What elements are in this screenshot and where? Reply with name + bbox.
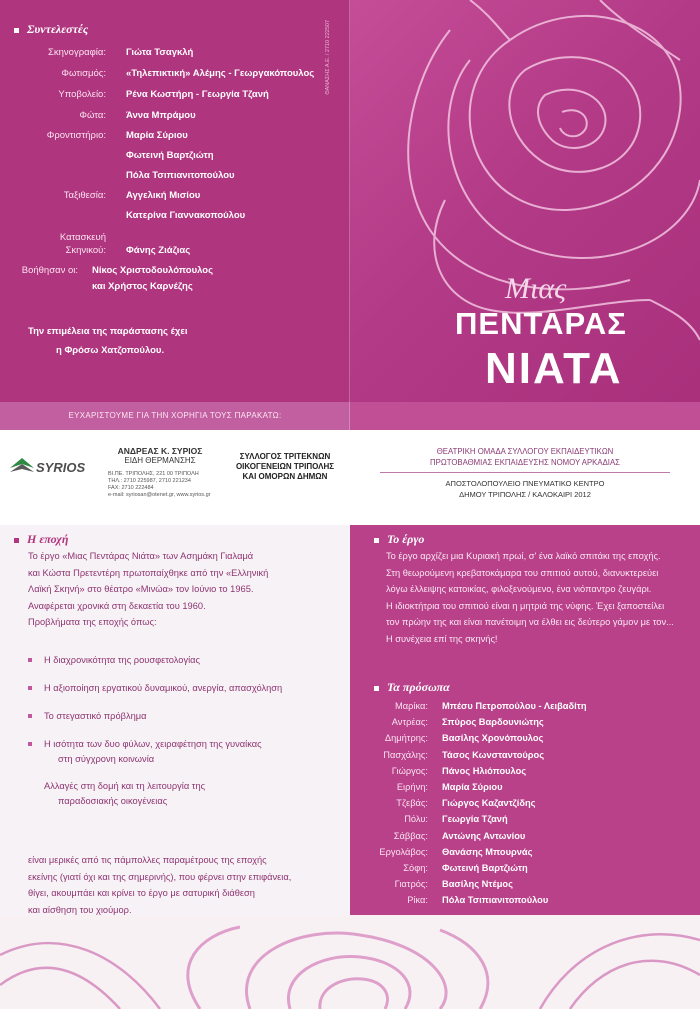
credit-person: Πόλα Τσιπιανιτοπούλου: [126, 170, 235, 181]
cast-row: [366, 766, 686, 780]
credit-person: και Χρήστος Καρνέζης: [92, 281, 193, 292]
cast-row: [366, 847, 686, 861]
svg-text:SYRIOS: SYRIOS: [36, 460, 86, 475]
cast-row: [366, 733, 686, 747]
cast-role: Δημήτρης:: [384, 733, 428, 744]
square-bullet-icon: [374, 538, 379, 543]
credit-row: [8, 130, 338, 144]
credit-role: Φωτισμός:: [61, 68, 106, 79]
cast-role: Μαρίκα:: [395, 701, 428, 711]
syrios-logo: [8, 452, 88, 483]
bullet-icon: [28, 742, 32, 746]
credit-row: [8, 170, 338, 184]
sponsor-name: ΑΝΔΡΕΑΣ Κ. ΣΥΡΙΟΣ ΕΙΔΗ ΘΕΡΜΑΝΣΗΣ: [117, 446, 203, 465]
cast-role: Πόλυ:: [404, 814, 428, 825]
cast-role: Σάββας:: [393, 830, 428, 841]
credit-row: [8, 68, 338, 82]
cast-actor: Θανάσης Μπουρνάς: [442, 846, 533, 857]
cover-title-mid: ΠΕΝΤΑΡΑΣ: [455, 306, 627, 341]
divider: [380, 472, 670, 473]
credit-role: Υποβολείο:: [58, 89, 106, 100]
credit-person: Γιώτα Τσαγκλή: [126, 47, 194, 58]
credits-heading: [14, 22, 88, 37]
era-problem-text: Η ισότητα των δυο φύλων, χειραφέτηση της γυναίκας: [44, 739, 262, 749]
credit-row: [8, 190, 338, 204]
director-note-line: η Φρόσω Χατζοπούλου.: [56, 345, 165, 356]
credit-person: Άννα Μπράμου: [126, 110, 196, 121]
era-problem-text: Το στεγαστικό πρόβλημα: [44, 711, 147, 721]
director-note-line: Την επιμέλεια της παράστασης έχει: [28, 326, 188, 337]
era-problem-text: Η αξιοποίηση εργατικού δυναμικού, ανεργία, απασχόληση: [44, 683, 283, 693]
cast-actor: Πόλα Τσιπιανιτοπούλου: [442, 895, 549, 906]
bullet-icon: [28, 658, 32, 662]
credit-person: Ρένα Κωστήρη - Γεωργία Τζανή: [126, 89, 269, 100]
cast-role: Εργολάβος:: [379, 846, 428, 857]
credit-role: Φώτα:: [79, 110, 106, 121]
cast-role: Πασχάλης:: [383, 749, 428, 760]
credit-person: Φάνης Ζιάζιας: [126, 245, 191, 256]
rose-footer-illustration: [0, 915, 700, 1009]
theatre-group-panel: [350, 430, 700, 525]
cast-row: [366, 814, 686, 828]
cast-role: Ρίκα:: [407, 895, 428, 906]
cast-row: [366, 863, 686, 877]
credit-row: [8, 265, 338, 279]
era-heading: [14, 532, 68, 547]
work-heading: [374, 532, 424, 547]
theatre-group: ΘΕΑΤΡΙΚΗ ΟΜΑΔΑ ΣΥΛΛΟΓΟΥ ΕΚΠΑΙΔΕΥΤΙΚΩΝ ΠΡΩΤΟΒΑΘΜΙΑΣ ΕΚΠΑΙΔΕΥΣΗΣ ΝΟΜΟΥ ΑΡΚΑΔΙΑΣ: [430, 447, 620, 467]
era-problem-text: Αλλαγές στη δομή και τη λειτουργία της: [44, 781, 206, 791]
cast-row: [366, 798, 686, 812]
cast-role: Τζεβάς:: [396, 798, 428, 809]
era-problem-text: Η διαχρονικότητα της ρουσφετολογίας: [44, 655, 201, 665]
credit-role: Σκηνικού:: [65, 245, 106, 256]
cast-row: [366, 782, 686, 796]
work-title: Το έργο: [387, 532, 425, 546]
cast-actor: Γεωργία Τζανή: [442, 814, 508, 825]
cast-actor: Σπύρος Βαρδουνιώτης: [442, 717, 544, 728]
credits-title: Συντελεστές: [27, 22, 89, 36]
square-bullet-icon: [374, 686, 379, 691]
era-outro: είναι μερικές από τις πάμπολλες παραμέτρους της εποχής εκείνης (γιατί όχι και της σημερινής), που φέρνει στην επιφάνεια, θίγει, ακουμπάει και κρίνει το έργο με σατυρική διάθεση και αίσθηση του χιούμορ.: [28, 855, 292, 915]
credit-role: Φροντιστήριο:: [46, 130, 106, 141]
work-summary: Το έργο αρχίζει μια Κυριακή πρωί, σ' ένα λαϊκό σπιτάκι της εποχής. Στη θεωρούμενη κρεβατοκάμαρα του σπιτιού αυτού, διανυκτερεύει λόγω έλλειψης κατοικίας, φιλοξενούμενο, ένα νιόπαντρο ζευγάρι. Η ιδιοκτήτρια του σπιτιού είναι η μητριά της νύφης. Έχει ξαποστείλει τον πρώην της και είναι πανέτοιμη να έλθει εις δεύτερο γάμον με τον... Η συνέχεια επί της σκηνής!: [386, 551, 674, 644]
cover-title-small: Μιας: [505, 272, 567, 305]
cast-actor: Βασίλης Χρονόπουλος: [442, 733, 544, 744]
cast-row: [366, 895, 686, 909]
cast-role: Ειρήνη:: [396, 782, 428, 792]
cast-row: [366, 701, 686, 715]
cast-role: Σόφη:: [403, 863, 428, 873]
credit-role: Κατασκευή: [59, 232, 106, 243]
credit-person: Κατερίνα Γιαννακοπούλου: [126, 210, 246, 221]
cast-row: [366, 717, 686, 731]
cast-row: [366, 831, 686, 845]
bullet-icon: [28, 686, 32, 690]
cast-actor: Φωτεινή Βαρτζιώτη: [442, 863, 528, 873]
sponsor-contacts: ΒΙ.ΠΕ. ΤΡΙΠΟΛΗΣ, 221 00 ΤΡΙΠΟΛΗ ΤΗΛ.: 2710 225987, 2710 221234 FAX: 2710 222484 e-mail: syriosan@otenet.gr, www.syrios.gr: [108, 471, 211, 498]
credit-person: Φωτεινή Βαρτζιώτη: [126, 150, 214, 161]
credit-role: Ταξιθεσία:: [63, 190, 106, 201]
printer-credit: ΘΑΝΑΣΗΣ Α.Ε. / 2710 222507: [325, 20, 331, 95]
credit-person: Αγγελική Μισίου: [126, 190, 201, 201]
fold-line: [349, 0, 350, 915]
era-problem-text: παραδοσιακής οικογένειας: [58, 796, 168, 806]
cast-row: [366, 750, 686, 764]
cast-actor: Γιώργος Καζαντζίδης: [442, 798, 536, 809]
sponsors-thanks: ΕΥΧΑΡΙΣΤΟΥΜΕ ΓΙΑ ΤΗΝ ΧΟΡΗΓΙΑ ΤΟΥΣ ΠΑΡΑΚΑΤΩ:: [0, 402, 350, 430]
credit-row: [8, 89, 338, 103]
cast-actor: Τάσος Κωνσταντούρος: [442, 749, 545, 760]
syrios-logo-icon: [8, 452, 88, 478]
cast-role: Γιατρός:: [394, 879, 428, 890]
cast-actor: Μπέσυ Πετροπούλου - Λειβαδίτη: [442, 701, 587, 711]
cast-row: [366, 879, 686, 893]
era-panel: [0, 525, 350, 915]
cast-actor: Μαρία Σύριου: [442, 782, 503, 792]
cast-heading: [374, 680, 450, 695]
sponsors-panel: [0, 430, 350, 525]
credit-row: [8, 245, 338, 259]
credit-role: Βοήθησαν οι:: [21, 265, 78, 276]
cast-actor: Βασίλης Ντέμος: [442, 879, 513, 890]
director-note: [28, 322, 188, 360]
era-title: Η εποχή: [27, 532, 69, 546]
parents-association: ΣΥΛΛΟΓΟΣ ΤΡΙΤΕΚΝΩΝ ΟΙΚΟΓΕΝΕΙΩΝ ΤΡΙΠΟΛΗΣ ΚΑΙ ΟΜΟΡΩΝ ΔΗΜΩΝ: [235, 452, 335, 481]
credit-row: [8, 281, 338, 295]
credits-panel: [0, 0, 350, 430]
cast-role: Γιώργος:: [391, 765, 428, 776]
cast-actor: Αντώνης Αντωνίου: [442, 830, 526, 841]
bullet-icon: [28, 714, 32, 718]
work-panel: [350, 525, 700, 915]
square-bullet-icon: [14, 538, 19, 543]
cast-actor: Πάνος Ηλιόπουλος: [442, 765, 527, 776]
cover-band: [350, 402, 700, 430]
era-problem-text: στη σύγχρονη κοινωνία: [58, 754, 155, 764]
credit-row: [8, 110, 338, 124]
cast-title: Τα πρόσωπα: [387, 680, 450, 694]
credit-person: «Τηλεπικτική» Αλέμης - Γεωργακόπουλος: [126, 68, 315, 79]
square-bullet-icon: [14, 28, 19, 33]
cast-role: Αντρέας:: [391, 717, 428, 728]
rose-footer: [0, 915, 700, 1009]
venue: ΑΠΟΣΤΟΛΟΠΟΥΛΕΙΟ ΠΝΕΥΜΑΤΙΚΟ ΚΕΝΤΡΟ ΔΗΜΟΥ ΤΡΙΠΟΛΗΣ / ΚΑΛΟΚΑΙΡΙ 2012: [445, 479, 605, 499]
credit-row: [8, 232, 338, 246]
credit-row: [8, 150, 338, 164]
credit-role: Σκηνογραφία:: [48, 47, 106, 58]
credit-row: [8, 47, 338, 61]
credit-person: Μαρία Σύριου: [126, 130, 188, 141]
credit-person: Νίκος Χριστοδουλόπουλος: [92, 265, 214, 276]
era-intro: Το έργο «Μιας Πεντάρας Νιάτα» των Ασημάκη Γιαλαμά και Κώστα Πρετεντέρη πρωτοπαίχθηκε από την «Ελληνική Λαϊκή Σκηνή» στο θέατρο «Μινώα» τον Ιούνιο το 1965. Αναφέρεται χρονικά στη δεκαετία του 1960. Προβλήματα της εποχής όπως:: [28, 551, 269, 628]
cover-title-big: ΝΙΑΤΑ: [485, 344, 623, 393]
credit-row: [8, 210, 338, 224]
